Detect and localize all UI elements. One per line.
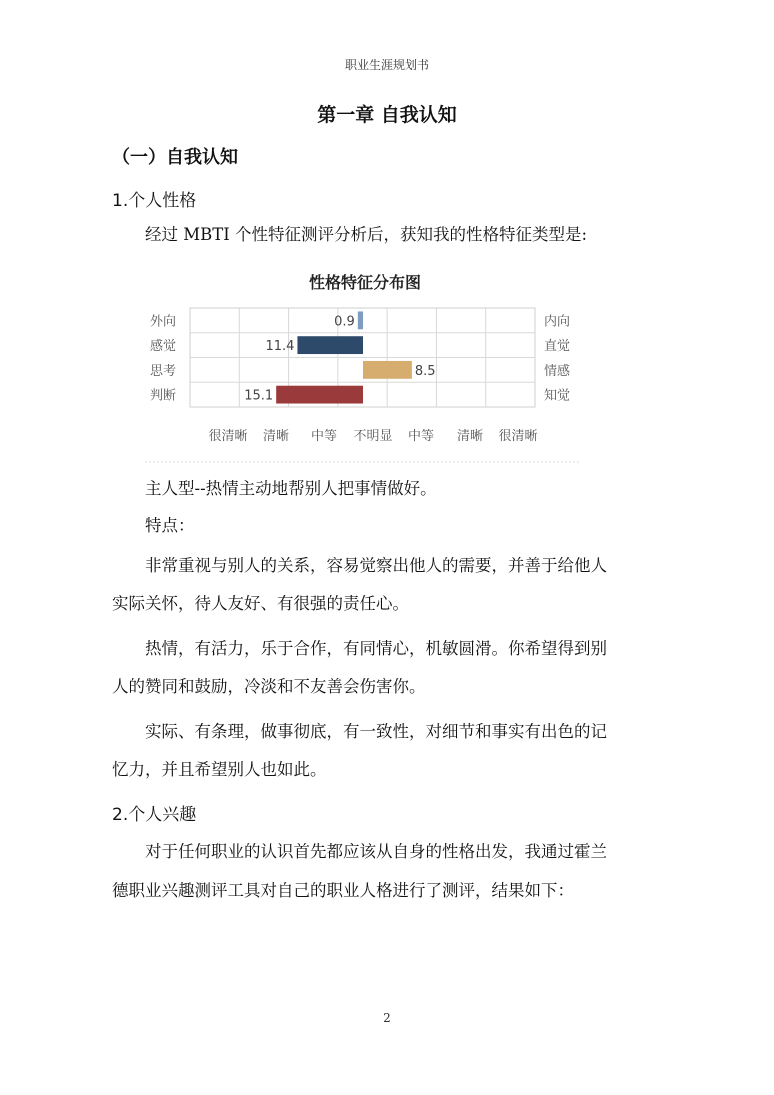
type-description: 主人型--热情主动地帮别人把事情做好。	[145, 479, 437, 498]
features-label: 特点：	[145, 516, 195, 535]
chart-left-label: 思考	[150, 363, 177, 379]
feature-para1-line2: 实际关怀，待人友好、有很强的责任心。	[112, 594, 409, 613]
interest-para-line1: 对于任何职业的认识首先都应该从自身的性格出发，我通过霍兰	[145, 842, 607, 861]
chart-bar	[358, 311, 363, 329]
feature-para3-line2: 忆力，并且希望别人也如此。	[112, 760, 327, 779]
subsection-personality-title: 1.个人性格	[112, 191, 197, 211]
chart-value-label: 8.5	[414, 363, 436, 379]
chart-x-tick-label: 中等	[310, 429, 338, 444]
feature-para1-line1: 非常重视与别人的关系，容易觉察出他人的需要，并善于给他人	[145, 556, 607, 575]
chart-x-tick-label: 清晰	[262, 429, 290, 444]
chapter-title: 第一章 自我认知	[317, 104, 457, 126]
interest-para-line2: 德职业兴趣测评工具对自己的职业人格进行了测评，结果如下：	[112, 881, 574, 900]
chart-x-tick-label: 清晰	[456, 429, 484, 444]
feature-para2-line2: 人的赞同和鼓励，冷淡和不友善会伤害你。	[112, 677, 426, 696]
chart-right-label: 知觉	[544, 388, 571, 404]
chart-left-label: 感觉	[150, 339, 177, 355]
chart-value-label: 11.4	[265, 339, 295, 355]
intro-paragraph: 经过 MBTI 个性特征测评分析后，获知我的性格特征类型是:	[145, 225, 588, 244]
chart-x-tick-label: 中等	[407, 429, 435, 444]
section-title: （一）自我认知	[112, 147, 238, 168]
chart-bar	[297, 336, 363, 354]
chart-left-label: 外向	[150, 314, 177, 330]
page-number: 2	[383, 1011, 391, 1025]
personality-chart	[140, 262, 590, 467]
chart-bar	[363, 361, 412, 379]
chart-value-label: 15.1	[244, 388, 274, 404]
chart-right-label: 情感	[544, 363, 571, 379]
chart-bar	[276, 386, 363, 404]
feature-para3-line1: 实际、有条理，做事彻底，有一致性，对细节和事实有出色的记	[145, 722, 607, 741]
chart-x-tick-label: 很清晰	[208, 429, 248, 444]
chart-x-tick-label: 很清晰	[498, 429, 538, 444]
chart-right-label: 内向	[544, 314, 571, 330]
chart-right-label: 直觉	[544, 339, 571, 355]
page-header: 职业生涯规划书	[344, 58, 429, 72]
chart-left-label: 判断	[150, 388, 177, 404]
feature-para2-line1: 热情，有活力，乐于合作，有同情心，机敏圆滑。你希望得到别	[145, 639, 607, 658]
chart-value-label: 0.9	[334, 314, 355, 330]
chart-x-tick-label: 不明显	[353, 429, 393, 444]
chart-title: 性格特征分布图	[308, 273, 422, 292]
subsection-interest-title: 2.个人兴趣	[112, 805, 197, 825]
